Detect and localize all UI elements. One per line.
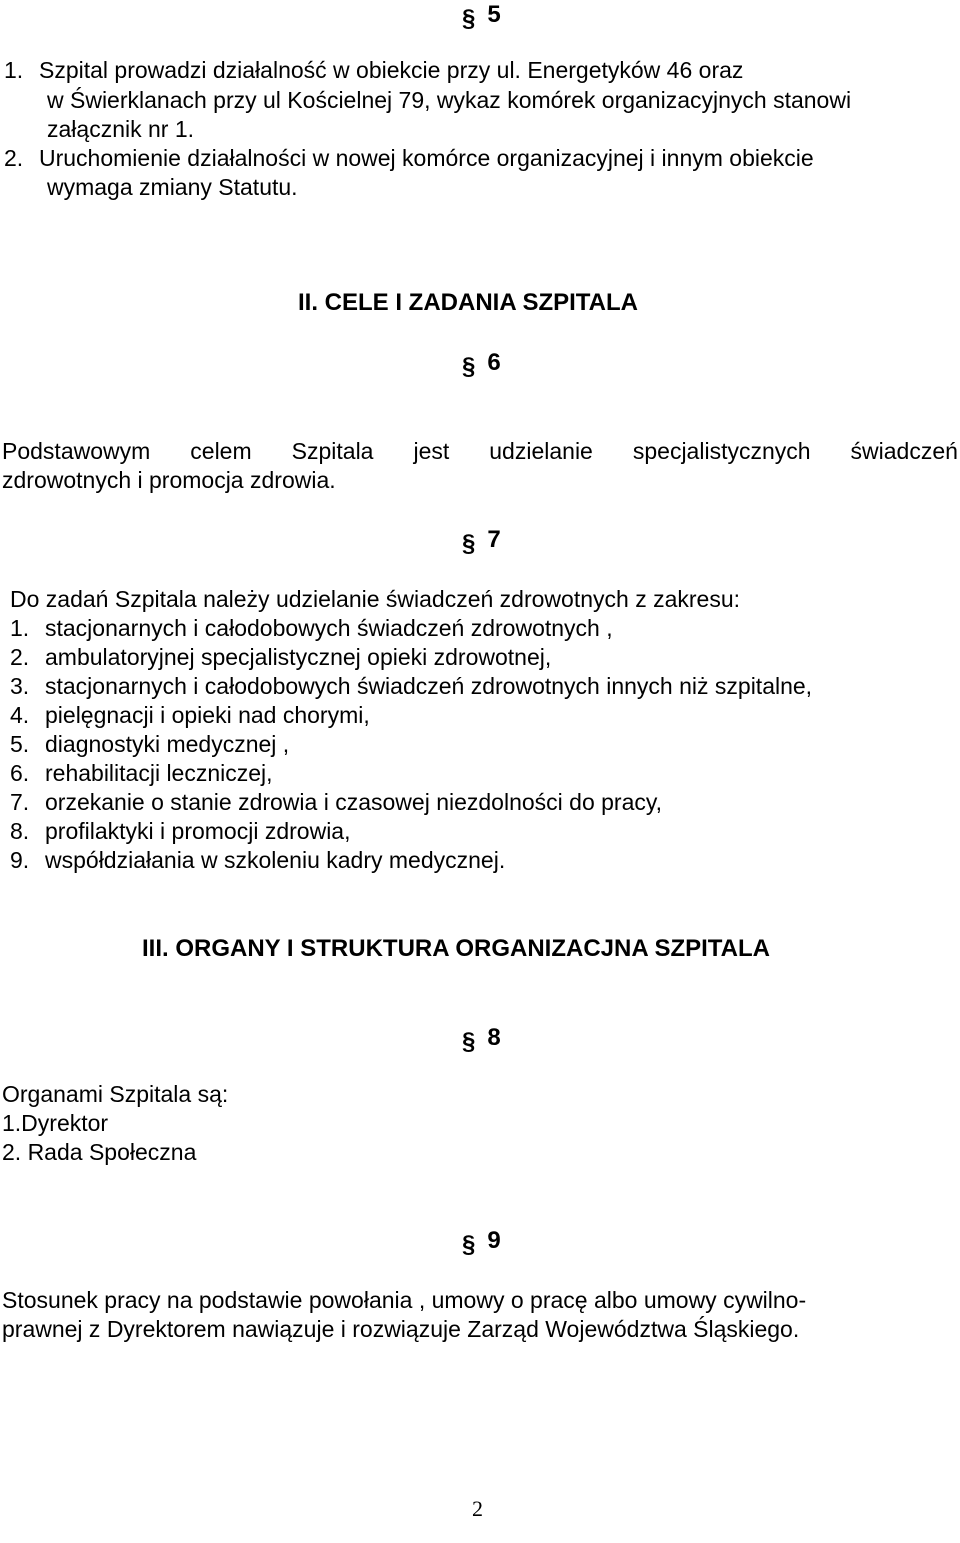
section-5-heading bbox=[462, 0, 501, 30]
justified-line bbox=[2, 437, 958, 466]
list-number: 3. bbox=[10, 673, 30, 699]
list-number: 2. bbox=[10, 644, 30, 670]
section-symbol: § bbox=[462, 1231, 476, 1258]
list-item bbox=[10, 759, 812, 788]
section-symbol: § bbox=[462, 530, 476, 557]
section-6-text bbox=[2, 437, 958, 495]
section-7-heading bbox=[462, 525, 501, 555]
list-text: rehabilitacji leczniczej, bbox=[45, 760, 273, 786]
word: udzielanie bbox=[489, 438, 593, 464]
chapter-2-heading: II. CELE I ZADANIA SZPITALA bbox=[298, 289, 638, 316]
list-number: 6. bbox=[10, 760, 30, 786]
list-item bbox=[10, 788, 812, 817]
list-number: 9. bbox=[10, 847, 30, 873]
list-number: 4. bbox=[10, 702, 30, 728]
section-9-heading bbox=[462, 1226, 501, 1256]
list-item bbox=[10, 672, 812, 701]
text-line: 2. Rada Społeczna bbox=[2, 1139, 197, 1165]
section-8-text bbox=[2, 1080, 228, 1167]
list-item bbox=[10, 846, 812, 875]
section-7-list bbox=[10, 614, 812, 875]
list-text: stacjonarnych i całodobowych świadczeń zdrowotnych , bbox=[45, 615, 613, 641]
word: Szpitala bbox=[291, 438, 374, 464]
list-number: 1. bbox=[4, 57, 24, 83]
section-number: 8 bbox=[487, 1024, 501, 1051]
list-number: 1. bbox=[10, 615, 30, 641]
s5-item-1-line-3: załącznik nr 1. bbox=[47, 116, 195, 142]
section-7-intro: Do zadań Szpitala należy udzielanie świadczeń zdrowotnych z zakresu: bbox=[10, 586, 741, 612]
text-line: prawnej z Dyrektorem nawiązuje i rozwiązuje Zarząd Województwa Śląskiego. bbox=[2, 1316, 800, 1342]
section-number: 9 bbox=[487, 1227, 501, 1254]
section-9-text bbox=[2, 1286, 806, 1344]
list-number: 2. bbox=[4, 145, 24, 171]
list-item bbox=[10, 614, 812, 643]
word: świadczeń bbox=[850, 438, 958, 464]
section-symbol: § bbox=[462, 5, 476, 32]
s5-item-1-line-2: w Świerklanach przy ul Kościelnej 79, wykaz komórek organizacyjnych stanowi bbox=[47, 87, 852, 113]
chapter-3-heading: III. ORGANY I STRUKTURA ORGANIZACJNA SZPITALA bbox=[142, 935, 771, 962]
list-text: Uruchomienie działalności w nowej komórce organizacyjnej i innym obiekcie bbox=[39, 145, 814, 171]
list-text: współdziałania w szkoleniu kadry medycznej. bbox=[45, 847, 506, 873]
section-number: 7 bbox=[487, 526, 501, 553]
word: Podstawowym bbox=[2, 438, 151, 464]
list-number: 8. bbox=[10, 818, 30, 844]
section-symbol: § bbox=[462, 1028, 476, 1055]
s5-item-1 bbox=[4, 56, 743, 85]
section-8-heading bbox=[462, 1023, 501, 1053]
list-text: diagnostyki medycznej , bbox=[45, 731, 290, 757]
section-6-heading bbox=[462, 348, 501, 378]
s5-item-2 bbox=[4, 144, 814, 173]
section-symbol: § bbox=[462, 353, 476, 380]
list-text: stacjonarnych i całodobowych świadczeń zdrowotnych innych niż szpitalne, bbox=[45, 673, 813, 699]
list-text: pielęgnacji i opieki nad chorymi, bbox=[45, 702, 370, 728]
list-item bbox=[10, 701, 812, 730]
list-item bbox=[10, 730, 812, 759]
word: jest bbox=[413, 438, 450, 464]
text-line: 1.Dyrektor bbox=[2, 1110, 109, 1136]
list-text: ambulatoryjnej specjalistycznej opieki zdrowotnej, bbox=[45, 644, 552, 670]
text-line: zdrowotnych i promocja zdrowia. bbox=[2, 467, 336, 493]
page-number: 2 bbox=[472, 1496, 483, 1521]
section-number: 6 bbox=[487, 349, 501, 376]
list-item bbox=[10, 643, 812, 672]
text-line: Stosunek pracy na podstawie powołania , umowy o pracę albo umowy cywilno- bbox=[2, 1287, 807, 1313]
list-text: Szpital prowadzi działalność w obiekcie przy ul. Energetyków 46 oraz bbox=[39, 57, 744, 83]
word: celem bbox=[190, 438, 252, 464]
section-number: 5 bbox=[487, 1, 501, 28]
list-text: orzekanie o stanie zdrowia i czasowej niezdolności do pracy, bbox=[45, 789, 663, 815]
list-item bbox=[10, 817, 812, 846]
s5-item-2-line-2: wymaga zmiany Statutu. bbox=[47, 174, 298, 200]
list-text: profilaktyki i promocji zdrowia, bbox=[45, 818, 351, 844]
text-line: Organami Szpitala są: bbox=[2, 1081, 229, 1107]
word: specjalistycznych bbox=[632, 438, 811, 464]
list-number: 7. bbox=[10, 789, 30, 815]
list-number: 5. bbox=[10, 731, 30, 757]
